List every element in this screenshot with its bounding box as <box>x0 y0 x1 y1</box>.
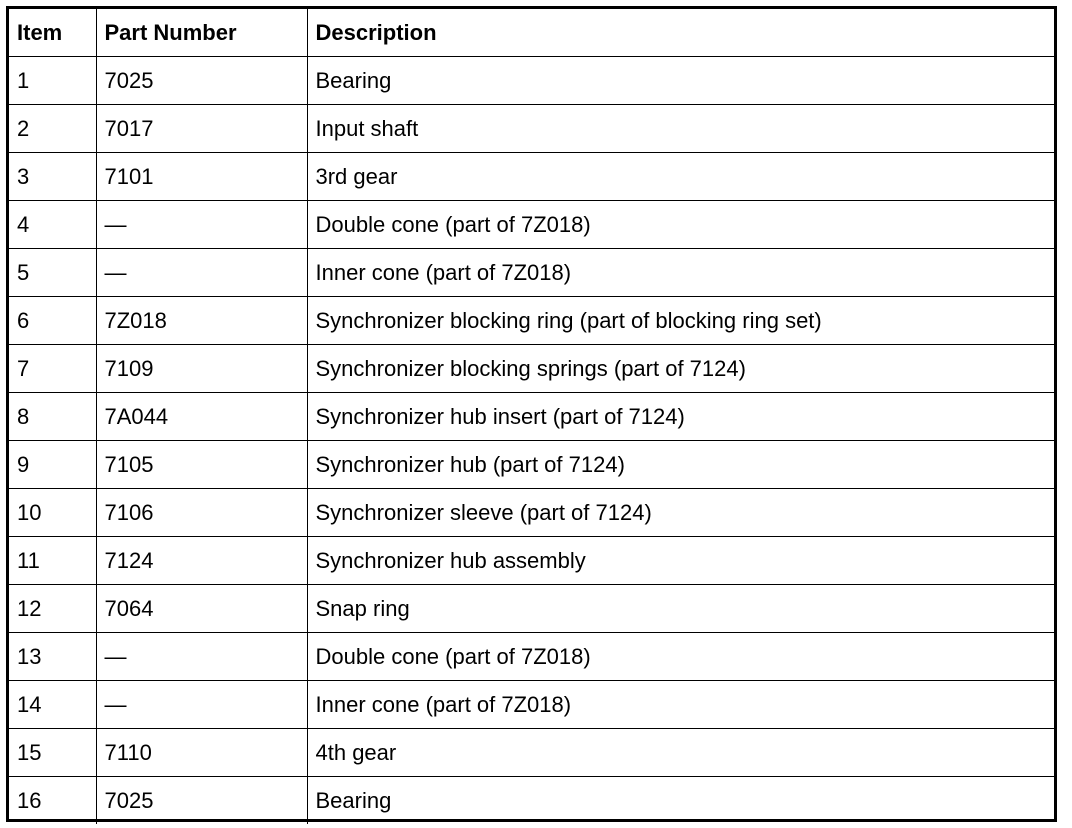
header-item: Item <box>9 9 96 57</box>
cell-item: 12 <box>9 585 96 633</box>
cell-description: Synchronizer hub assembly <box>307 537 1054 585</box>
cell-item: 8 <box>9 393 96 441</box>
table-row <box>9 249 1054 297</box>
table-row <box>9 489 1054 537</box>
cell-part-number: — <box>96 633 307 681</box>
cell-item: 14 <box>9 681 96 729</box>
cell-item: 6 <box>9 297 96 345</box>
cell-description: Synchronizer blocking springs (part of 7124) <box>307 345 1054 393</box>
cell-description: Bearing <box>307 777 1054 825</box>
cell-description: 3rd gear <box>307 153 1054 201</box>
cell-item: 16 <box>9 777 96 825</box>
cell-description: Inner cone (part of 7Z018) <box>307 249 1054 297</box>
cell-description: 4th gear <box>307 729 1054 777</box>
cell-item: 1 <box>9 57 96 105</box>
cell-part-number: 7124 <box>96 537 307 585</box>
table-row <box>9 777 1054 825</box>
cell-item: 4 <box>9 201 96 249</box>
cell-description: Double cone (part of 7Z018) <box>307 201 1054 249</box>
table-row <box>9 393 1054 441</box>
cell-part-number: — <box>96 249 307 297</box>
table-row <box>9 441 1054 489</box>
cell-description: Bearing <box>307 57 1054 105</box>
cell-item: 7 <box>9 345 96 393</box>
header-part-number: Part Number <box>96 9 307 57</box>
header-description: Description <box>307 9 1054 57</box>
cell-item: 5 <box>9 249 96 297</box>
cell-description: Synchronizer hub (part of 7124) <box>307 441 1054 489</box>
cell-description: Double cone (part of 7Z018) <box>307 633 1054 681</box>
cell-description: Snap ring <box>307 585 1054 633</box>
table-header-row <box>9 9 1054 57</box>
cell-part-number: 7106 <box>96 489 307 537</box>
cell-part-number: 7109 <box>96 345 307 393</box>
table-row <box>9 345 1054 393</box>
cell-item: 13 <box>9 633 96 681</box>
cell-part-number: 7A044 <box>96 393 307 441</box>
cell-part-number: 7064 <box>96 585 307 633</box>
table-row <box>9 681 1054 729</box>
table-row <box>9 105 1054 153</box>
cell-part-number: 7025 <box>96 57 307 105</box>
cell-part-number: — <box>96 681 307 729</box>
cell-item: 2 <box>9 105 96 153</box>
cell-item: 15 <box>9 729 96 777</box>
cell-part-number: 7025 <box>96 777 307 825</box>
cell-item: 11 <box>9 537 96 585</box>
table-row <box>9 729 1054 777</box>
table-row <box>9 585 1054 633</box>
cell-part-number: 7Z018 <box>96 297 307 345</box>
cell-description: Synchronizer hub insert (part of 7124) <box>307 393 1054 441</box>
cell-item: 10 <box>9 489 96 537</box>
cell-part-number: — <box>96 201 307 249</box>
table-row <box>9 633 1054 681</box>
cell-part-number: 7101 <box>96 153 307 201</box>
parts-table-frame <box>6 6 1057 822</box>
cell-item: 9 <box>9 441 96 489</box>
cell-description: Input shaft <box>307 105 1054 153</box>
table-row <box>9 57 1054 105</box>
table-row <box>9 537 1054 585</box>
table-row <box>9 201 1054 249</box>
cell-part-number: 7105 <box>96 441 307 489</box>
cell-description: Synchronizer sleeve (part of 7124) <box>307 489 1054 537</box>
cell-item: 3 <box>9 153 96 201</box>
parts-table <box>9 9 1054 824</box>
cell-description: Synchronizer blocking ring (part of blocking ring set) <box>307 297 1054 345</box>
cell-part-number: 7017 <box>96 105 307 153</box>
cell-description: Inner cone (part of 7Z018) <box>307 681 1054 729</box>
table-row <box>9 153 1054 201</box>
cell-part-number: 7110 <box>96 729 307 777</box>
table-row <box>9 297 1054 345</box>
